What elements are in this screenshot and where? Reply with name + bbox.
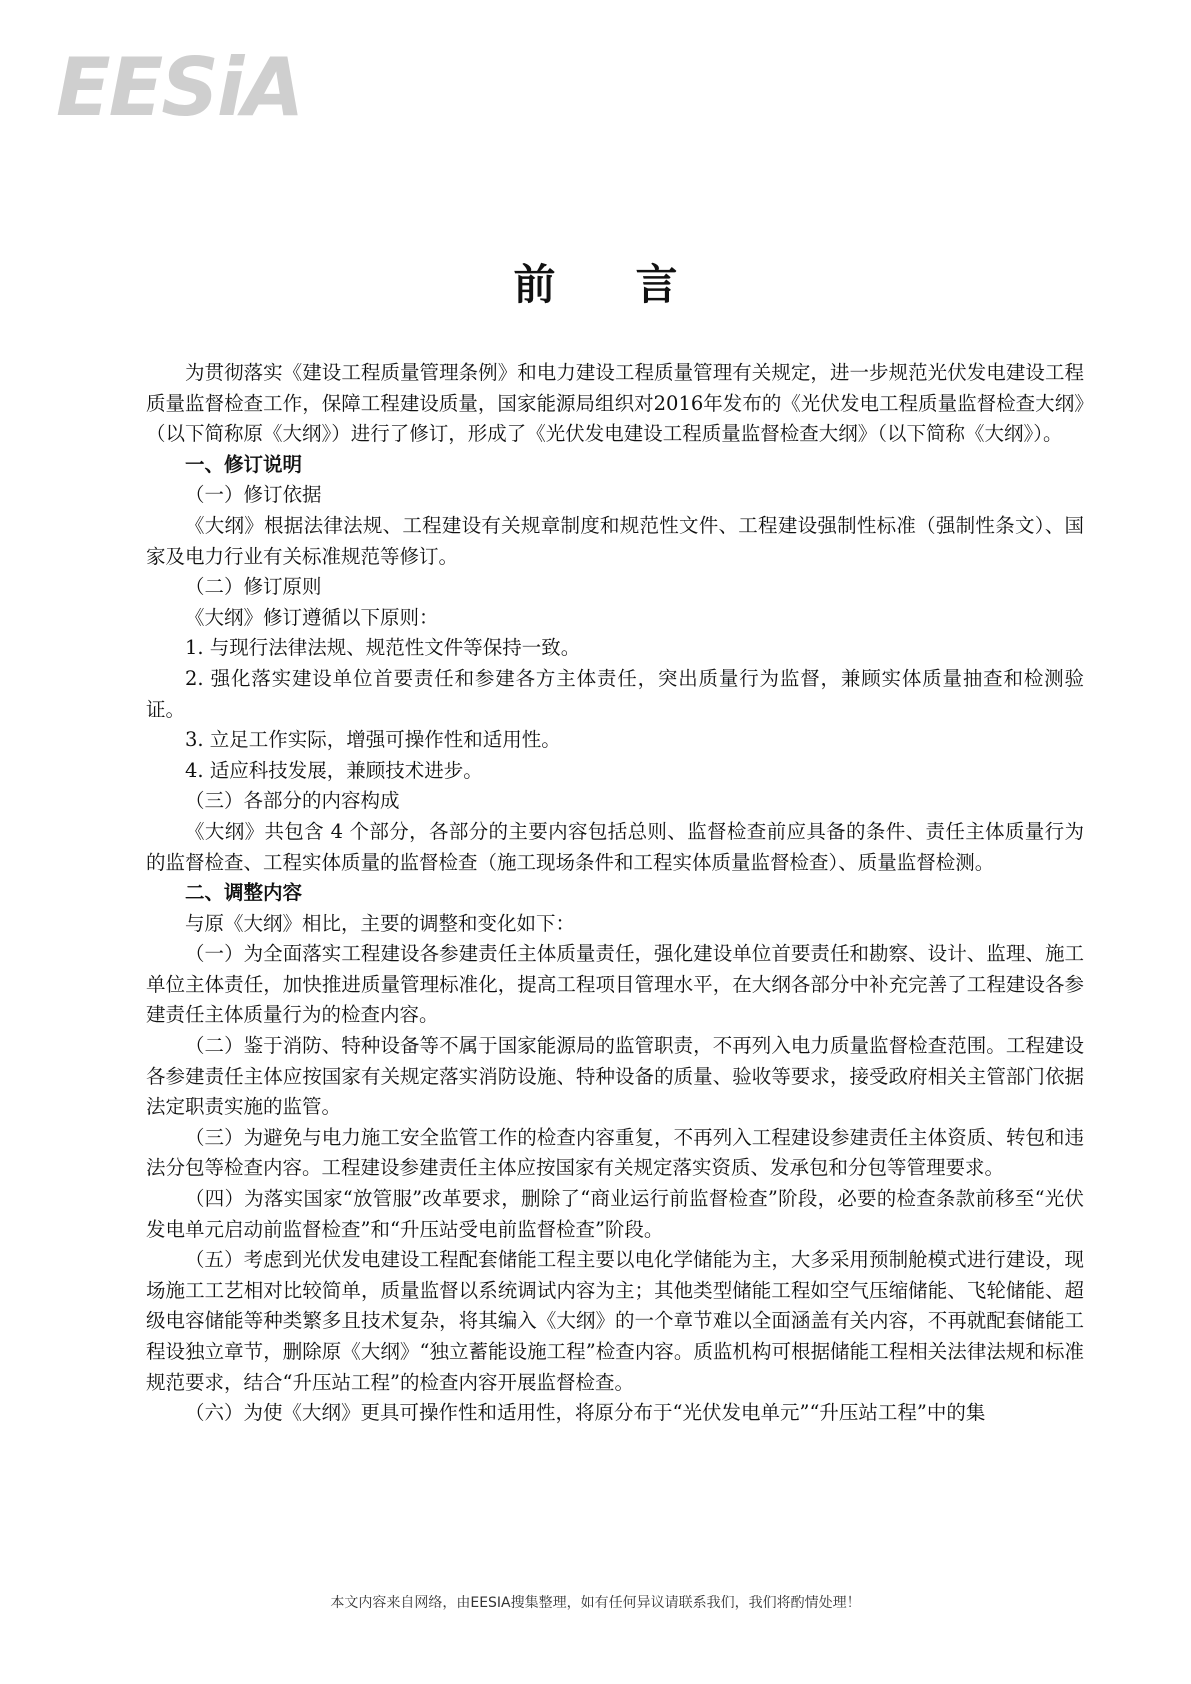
document-body [146, 358, 1084, 1429]
paragraph: （二）修订原则 [185, 575, 322, 599]
paragraph: （四）为落实国家“放管服”改革要求，删除了“商业运行前监督检查”阶段，必要的检查条款前移至“光伏发电单元启动前监督检查”和“升压站受电前监督检查”阶段。 [146, 1187, 1084, 1241]
paragraph: 4. 适应科技发展，兼顾技术进步。 [185, 758, 483, 782]
eesia-logo: EESiA [56, 41, 303, 134]
page-title: 前言 [513, 260, 758, 309]
footer-disclaimer: 本文内容来自网络，由EESIA搜集整理，如有任何异议请联系我们，我们将酌情处理！ [330, 1595, 861, 1611]
paragraph: 1. 与现行法律法规、规范性文件等保持一致。 [185, 636, 581, 660]
paragraph: （一）为全面落实工程建设各参建责任主体质量责任，强化建设单位首要责任和勘察、设计、监理、施工单位主体责任，加快推进质量管理标准化，提高工程项目管理水平，在大纲各部分中补充完善了工程建设各参建责任主体质量行为的检查内容。 [146, 942, 1084, 1027]
paragraph: （三）为避免与电力施工安全监管工作的检查内容重复，不再列入工程建设参建责任主体资质、转包和违法分包等检查内容。工程建设参建责任主体应按国家有关规定落实资质、发承包和分包等管理要求。 [146, 1125, 1084, 1180]
paragraph: （六）为使《大纲》更具可操作性和适用性，将原分布于“光伏发电单元”“升压站工程”中的集 [185, 1401, 986, 1425]
paragraph: （五）考虑到光伏发电建设工程配套储能工程主要以电化学储能为主，大多采用预制舱模式进行建设，现场施工工艺相对比较简单，质量监督以系统调试内容为主；其他类型储能工程如空气压缩储能、飞轮储能、超级电容储能等种类繁多且技术复杂，将其编入《大纲》的一个章节难以全面涵盖有关内容，不再就配套储能工程设独立章节，删除原《大纲》“独立蓄能设施工程”检查内容。质监机构可根据储能工程相关法律法规和标准规范要求，结合“升压站工程”的检查内容开展监督检查。 [146, 1248, 1084, 1394]
paragraph: 《大纲》根据法律法规、工程建设有关规章制度和规范性文件、工程建设强制性标准（强制性条文）、国家及电力行业有关标准规范等修订。 [146, 513, 1084, 568]
paragraph: 为贯彻落实《建设工程质量管理条例》和电力建设工程质量管理有关规定，进一步规范光伏发电建设工程质量监督检查工作，保障工程建设质量，国家能源局组织对2016年发布的《光伏发电工程质量监督检查大纲》（以下简称原《大纲》）进行了修订，形成了《光伏发电建设工程质量监督检查大纲》（以下简称《大纲》）。 [146, 361, 1084, 446]
section-heading: 一、修订说明 [185, 452, 303, 476]
section-heading: 二、调整内容 [185, 881, 303, 905]
paragraph: 与原《大纲》相比，主要的调整和变化如下： [185, 911, 576, 935]
paragraph: （二）鉴于消防、特种设备等不属于国家能源局的监管职责，不再列入电力质量监督检查范围。工程建设各参建责任主体应按国家有关规定落实消防设施、特种设备的质量、验收等要求，接受政府相关主管部门依据法定职责实施的监管。 [146, 1034, 1084, 1119]
paragraph: 《大纲》共包含 4 个部分，各部分的主要内容包括总则、监督检查前应具备的条件、责任主体质量行为的监督检查、工程实体质量的监督检查（施工现场条件和工程实体质量监督检查）、质量监督检测。 [146, 819, 1084, 874]
paragraph: 2. 强化落实建设单位首要责任和参建各方主体责任，突出质量行为监督，兼顾实体质量抽查和检测验证。 [146, 666, 1084, 721]
paragraph: 《大纲》修订遵循以下原则： [185, 605, 439, 629]
paragraph: 3. 立足工作实际，增强可操作性和适用性。 [185, 728, 561, 752]
paragraph: （一）修订依据 [185, 483, 322, 507]
paragraph: （三）各部分的内容构成 [185, 789, 400, 813]
